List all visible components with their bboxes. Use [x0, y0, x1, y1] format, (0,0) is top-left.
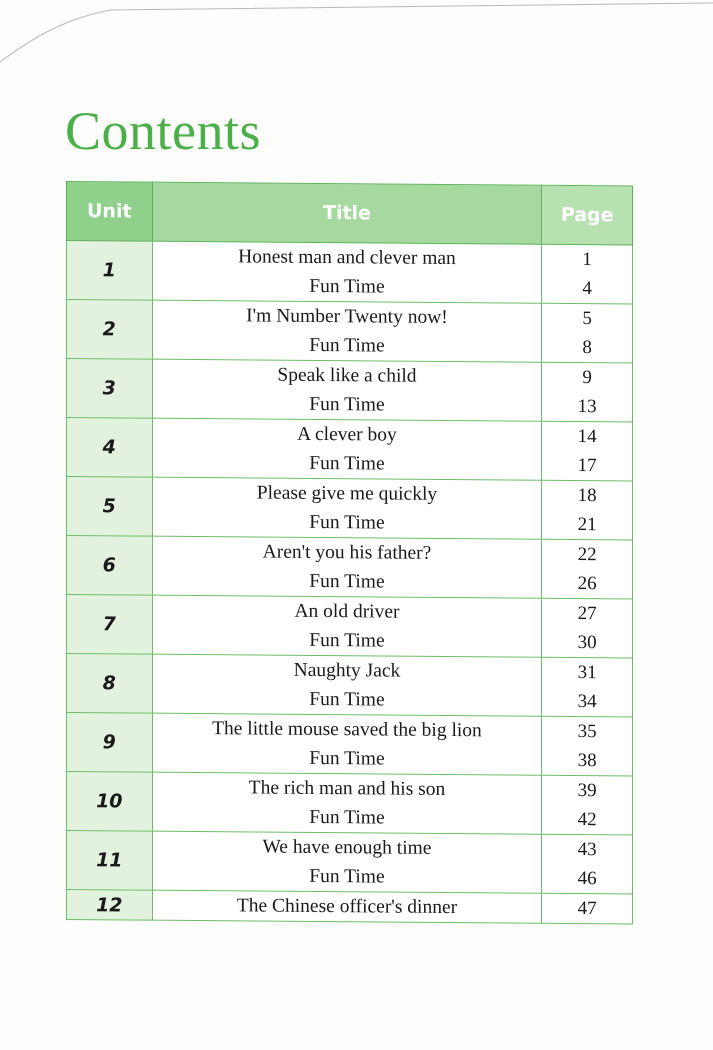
table-row	[67, 713, 633, 776]
lesson-pages	[542, 539, 633, 599]
lesson-pages	[542, 303, 633, 363]
lesson-title: Fun Time	[309, 393, 385, 416]
table-row	[67, 831, 633, 894]
page-number: 47	[577, 898, 597, 920]
lesson-titles	[152, 300, 542, 362]
table-row	[67, 418, 633, 481]
table-row	[67, 536, 633, 599]
page-number: 43	[577, 839, 597, 861]
page-number: 34	[577, 691, 597, 713]
lesson-title: Fun Time	[309, 747, 385, 770]
page-number: 42	[577, 809, 597, 831]
lesson-titles	[152, 418, 542, 480]
table-row	[67, 477, 633, 540]
lesson-title: Fun Time	[309, 865, 385, 888]
unit-number: 6	[67, 536, 153, 596]
lesson-title: Naughty Jack	[293, 659, 401, 682]
lesson-pages	[542, 244, 633, 304]
page-number: 13	[577, 396, 597, 418]
lesson-titles	[152, 772, 542, 834]
lesson-title: Fun Time	[309, 629, 385, 652]
page-number: 22	[577, 544, 597, 566]
lesson-title: The Chinese officer's dinner	[236, 895, 458, 919]
unit-number: 5	[67, 477, 153, 537]
page-number: 39	[577, 780, 597, 802]
page-number: 26	[577, 573, 597, 595]
lesson-titles	[152, 359, 542, 421]
lesson-titles	[152, 595, 542, 657]
lesson-titles	[152, 890, 542, 923]
lesson-title: Fun Time	[309, 452, 385, 475]
unit-number: 9	[67, 713, 153, 773]
page-number: 31	[577, 662, 597, 684]
lesson-title: Fun Time	[309, 688, 385, 711]
lesson-pages	[542, 421, 633, 481]
title-column-header: Title	[152, 182, 542, 244]
lesson-pages	[542, 775, 633, 835]
lesson-titles	[152, 831, 542, 893]
table-row	[67, 241, 633, 304]
page-number: 5	[582, 308, 592, 330]
page-number: 30	[577, 632, 597, 654]
page-number: 38	[577, 750, 597, 772]
lesson-titles	[152, 536, 542, 598]
unit-number: 7	[67, 595, 153, 655]
page-number: 17	[577, 455, 597, 477]
lesson-title: We have enough time	[262, 836, 432, 859]
lesson-title: Fun Time	[309, 511, 385, 534]
unit-number: 12	[67, 890, 153, 921]
page-number: 21	[577, 514, 597, 536]
lesson-title: Fun Time	[309, 570, 385, 593]
unit-number: 3	[67, 359, 153, 419]
table-row	[67, 359, 633, 422]
table-row	[67, 772, 633, 835]
page-number: 35	[577, 721, 597, 743]
unit-number: 4	[67, 418, 153, 478]
lesson-title: The rich man and his son	[248, 777, 446, 800]
page-number: 46	[577, 868, 597, 890]
lesson-title: Fun Time	[309, 275, 385, 298]
lesson-title: I'm Number Twenty now!	[246, 305, 448, 328]
lesson-title: Please give me quickly	[256, 482, 438, 505]
page-title: Contents	[65, 101, 262, 161]
lesson-titles	[152, 713, 542, 775]
unit-number: 2	[67, 300, 153, 360]
page-number: 8	[582, 337, 592, 359]
table-header-row	[67, 182, 633, 245]
lesson-pages	[542, 716, 633, 776]
lesson-title: An old driver	[294, 600, 400, 623]
page-number: 4	[582, 278, 592, 300]
lesson-titles	[152, 241, 542, 303]
unit-number: 8	[67, 654, 153, 714]
page-number: 9	[582, 367, 592, 389]
contents-table	[66, 181, 633, 924]
unit-column-header: Unit	[67, 182, 153, 242]
page-edge-decoration	[0, 0, 713, 70]
unit-number: 11	[67, 831, 153, 891]
unit-number: 1	[67, 241, 153, 301]
page-number: 14	[577, 426, 597, 448]
lesson-pages	[542, 893, 633, 924]
lesson-title: Honest man and clever man	[238, 246, 456, 270]
lesson-title: A clever boy	[297, 423, 397, 446]
lesson-titles	[152, 654, 542, 716]
table-row	[67, 890, 633, 924]
lesson-title: Speak like a child	[277, 364, 417, 387]
unit-number: 10	[67, 772, 153, 832]
page-number: 18	[577, 485, 597, 507]
table-row	[67, 595, 633, 658]
lesson-pages	[542, 480, 633, 540]
lesson-pages	[542, 362, 633, 422]
lesson-titles	[152, 477, 542, 539]
page-number: 27	[577, 603, 597, 625]
contents-table-body	[67, 241, 633, 924]
lesson-title: Fun Time	[309, 806, 385, 829]
lesson-pages	[542, 834, 633, 894]
table-row	[67, 300, 633, 363]
lesson-title: The little mouse saved the big lion	[212, 718, 482, 742]
lesson-title: Fun Time	[309, 334, 385, 357]
lesson-pages	[542, 598, 633, 658]
lesson-title: Aren't you his father?	[262, 541, 432, 564]
page-column-header: Page	[542, 185, 633, 245]
table-row	[67, 654, 633, 717]
page-number: 1	[582, 249, 592, 271]
lesson-pages	[542, 657, 633, 717]
